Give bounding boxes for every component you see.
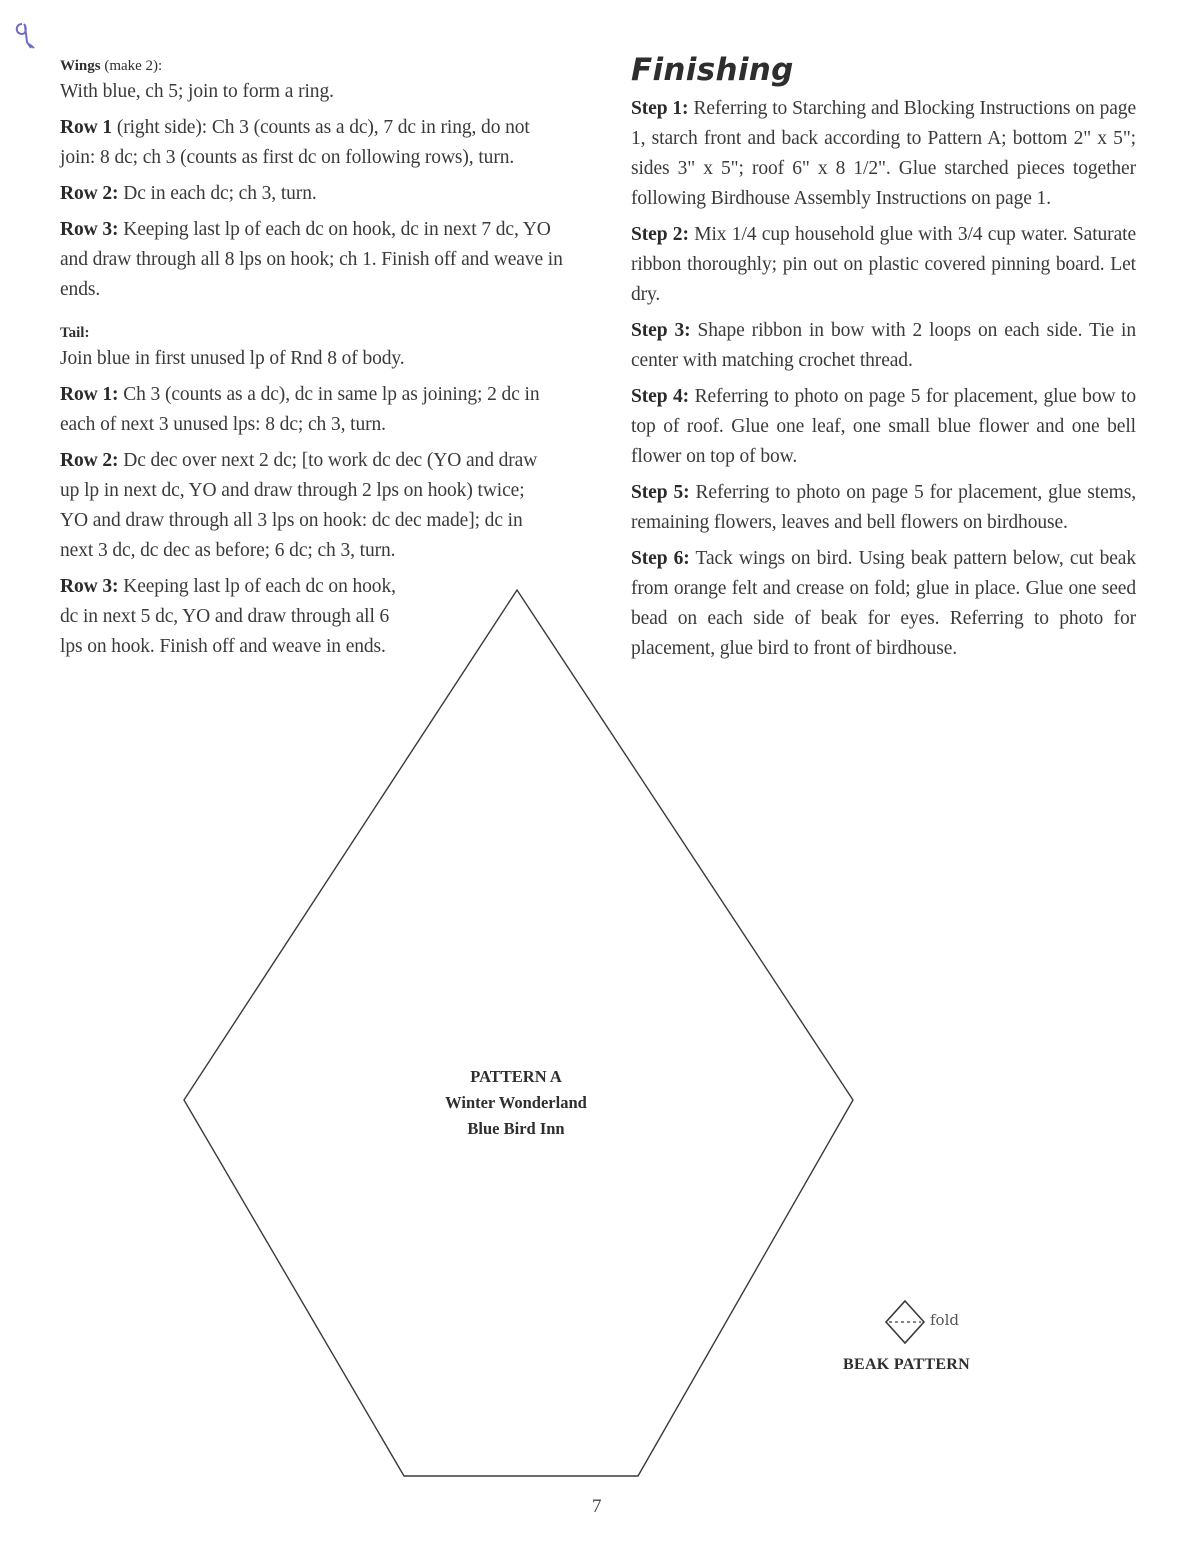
beak-fold-label: fold	[930, 1311, 959, 1329]
finishing-step-1: Step 1: Referring to Starching and Blocking Instructions on page 1, starch front and back according to Pattern A; bottom 2" x 5"; sides 3" x 5"; roof 6" x 8 1/2". Glue starched pieces together following Birdhouse Assembly Instructions on page 1.	[631, 98, 1137, 209]
tail-row-2: Row 2: Dc dec over next 2 dc; [to work dc dec (YO and draw up lp in next dc, YO and draw through 2 lps on hook) twice; YO and draw through all 3 lps on hook: dc dec made]; dc in next 3 dc, dc dec as before; 6 dc; ch 3, turn.	[60, 450, 538, 561]
wings-row-1: Row 1 (right side): Ch 3 (counts as a dc), 7 dc in ring, do not join: 8 dc; ch 3 (counts as first dc on following rows), turn.	[60, 117, 530, 168]
finishing-step-5: Step 5: Referring to photo on page 5 for placement, glue stems, remaining flowers, leaves and bell flowers on birdhouse.	[631, 482, 1136, 533]
finishing-step-2: Step 2: Mix 1/4 cup household glue with 3/4 cup water. Saturate ribbon thoroughly; pin out on plastic covered pinning board. Let dry.	[631, 224, 1136, 305]
finishing-step-4: Step 4: Referring to photo on page 5 for placement, glue bow to top of roof. Glue one leaf, one small blue flower and one bell flower on top of bow.	[631, 386, 1136, 467]
tail-heading: Tail:	[60, 325, 90, 341]
wings-row-2: Row 2: Dc in each dc; ch 3, turn.	[60, 183, 317, 204]
wings-heading: Wings (make 2):	[60, 58, 163, 74]
wings-row-3: Row 3: Keeping last lp of each dc on hook, dc in next 7 dc, YO and draw through all 8 lps on hook; ch 1. Finish off and weave in ends.	[60, 219, 563, 300]
finishing-step-6: Step 6: Tack wings on bird. Using beak pattern below, cut beak from orange felt and crease on fold; glue in place. Glue one seed bead on each side of beak for eyes. Referring to photo for placement, glue bird to front of birdhouse.	[631, 548, 1136, 659]
wings-intro: With blue, ch 5; join to form a ring.	[60, 81, 334, 102]
tail-row-3: Row 3: Keeping last lp of each dc on hook, dc in next 5 dc, YO and draw through all 6 lps on hook. Finish off and weave in ends.	[60, 576, 396, 657]
finishing-step-3: Step 3: Shape ribbon in bow with 2 loops on each side. Tie in center with matching crochet thread.	[631, 320, 1136, 371]
finishing-title: Finishing	[631, 52, 794, 88]
pattern-a-outline	[184, 590, 853, 1476]
page-number: 7	[592, 1496, 602, 1517]
pattern-a-label: PATTERN A Winter Wonderland Blue Bird Inn	[445, 1067, 587, 1138]
beak-pattern-title: BEAK PATTERN	[843, 1356, 971, 1373]
tail-intro: Join blue in first unused lp of Rnd 8 of body.	[60, 348, 405, 369]
tail-row-1: Row 1: Ch 3 (counts as a dc), dc in same lp as joining; 2 dc in each of next 3 unused lps: 8 dc; ch 3, turn.	[60, 384, 540, 435]
